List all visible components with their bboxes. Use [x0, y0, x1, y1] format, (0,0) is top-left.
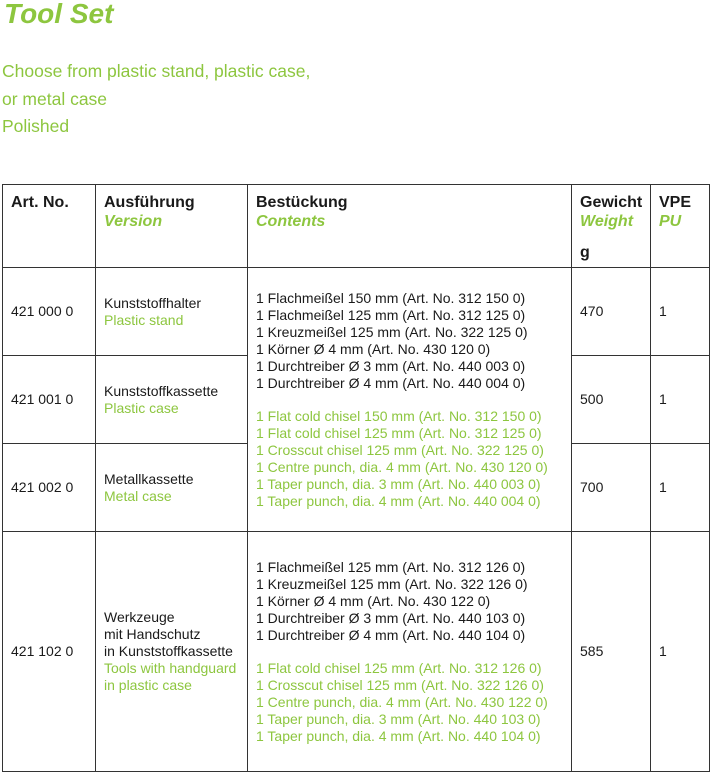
- content-line: 1 Taper punch, dia. 3 mm (Art. No. 440 103 0): [256, 710, 541, 727]
- cell-version: Kunststoffhalter Plastic stand: [96, 268, 248, 356]
- intro-text: [2, 58, 310, 141]
- intro-line: Choose from plastic stand, plastic case,: [2, 61, 311, 81]
- cell-art-no: 421 000 0: [3, 268, 96, 356]
- content-line: 1 Crosscut chisel 125 mm (Art. No. 322 126 0): [256, 676, 544, 693]
- content-line: 1 Flachmeißel 125 mm (Art. No. 312 126 0): [256, 558, 526, 575]
- content-line: 1 Durchtreiber Ø 3 mm (Art. No. 440 103 0): [256, 609, 526, 626]
- table-row: [3, 532, 710, 772]
- cell-pu: 1: [651, 268, 710, 356]
- header-weight: Gewicht Weight g: [572, 185, 651, 268]
- content-line: 1 Centre punch, dia. 4 mm (Art. No. 430 120 0): [256, 458, 548, 475]
- page-title: Tool Set: [4, 0, 114, 29]
- content-line: 1 Kreuzmeißel 125 mm (Art. No. 322 126 0): [256, 575, 528, 592]
- content-line: 1 Flachmeißel 125 mm (Art. No. 312 125 0): [256, 306, 526, 323]
- content-line: 1 Flat cold chisel 125 mm (Art. No. 312 126 0): [256, 659, 542, 676]
- content-line: 1 Taper punch, dia. 3 mm (Art. No. 440 003 0): [256, 475, 541, 492]
- product-table: [2, 184, 710, 772]
- cell-art-no: 421 102 0: [3, 532, 96, 772]
- cell-version: Metallkassette Metal case: [96, 444, 248, 532]
- cell-weight: 700: [572, 444, 651, 532]
- content-line: 1 Taper punch, dia. 4 mm (Art. No. 440 004 0): [256, 492, 541, 509]
- header-contents: Bestückung Contents: [248, 185, 572, 268]
- content-line: 1 Taper punch, dia. 4 mm (Art. No. 440 104 0): [256, 727, 541, 744]
- intro-line: or metal case: [2, 88, 108, 109]
- content-line: 1 Crosscut chisel 125 mm (Art. No. 322 125 0): [256, 441, 544, 458]
- header-version: Ausführung Version: [96, 185, 248, 268]
- cell-version: Werkzeuge mit Handschutz in Kunststoffkassette Tools with handguard in plastic case: [96, 532, 248, 772]
- cell-art-no: 421 001 0: [3, 356, 96, 444]
- cell-pu: 1: [651, 532, 710, 772]
- content-line: 1 Flachmeißel 150 mm (Art. No. 312 150 0): [256, 289, 526, 306]
- content-line: 1 Kreuzmeißel 125 mm (Art. No. 322 125 0): [256, 323, 528, 340]
- content-line: 1 Körner Ø 4 mm (Art. No. 430 120 0): [256, 340, 491, 357]
- intro-line: Polished: [2, 116, 70, 136]
- content-line: 1 Durchtreiber Ø 4 mm (Art. No. 440 104 0): [256, 626, 526, 643]
- content-line: 1 Körner Ø 4 mm (Art. No. 430 122 0): [256, 592, 491, 609]
- cell-weight: 470: [572, 268, 651, 356]
- cell-contents: [248, 268, 572, 532]
- header-art-no: Art. No.: [3, 185, 96, 268]
- cell-pu: 1: [651, 356, 710, 444]
- content-line: 1 Flat cold chisel 150 mm (Art. No. 312 150 0): [256, 407, 542, 424]
- cell-pu: 1: [651, 444, 710, 532]
- cell-contents: [248, 532, 572, 772]
- header-pu: VPE PU: [651, 185, 710, 268]
- cell-art-no: 421 002 0: [3, 444, 96, 532]
- cell-version: Kunststoffkassette Plastic case: [96, 356, 248, 444]
- table-row: [3, 268, 710, 356]
- table-header-row: [3, 185, 710, 268]
- content-line: 1 Durchtreiber Ø 4 mm (Art. No. 440 004 0): [256, 374, 526, 391]
- content-line: 1 Flat cold chisel 125 mm (Art. No. 312 125 0): [256, 424, 542, 441]
- content-line: 1 Durchtreiber Ø 3 mm (Art. No. 440 003 0): [256, 357, 526, 374]
- content-line: 1 Centre punch, dia. 4 mm (Art. No. 430 122 0): [256, 693, 548, 710]
- cell-weight: 585: [572, 532, 651, 772]
- cell-weight: 500: [572, 356, 651, 444]
